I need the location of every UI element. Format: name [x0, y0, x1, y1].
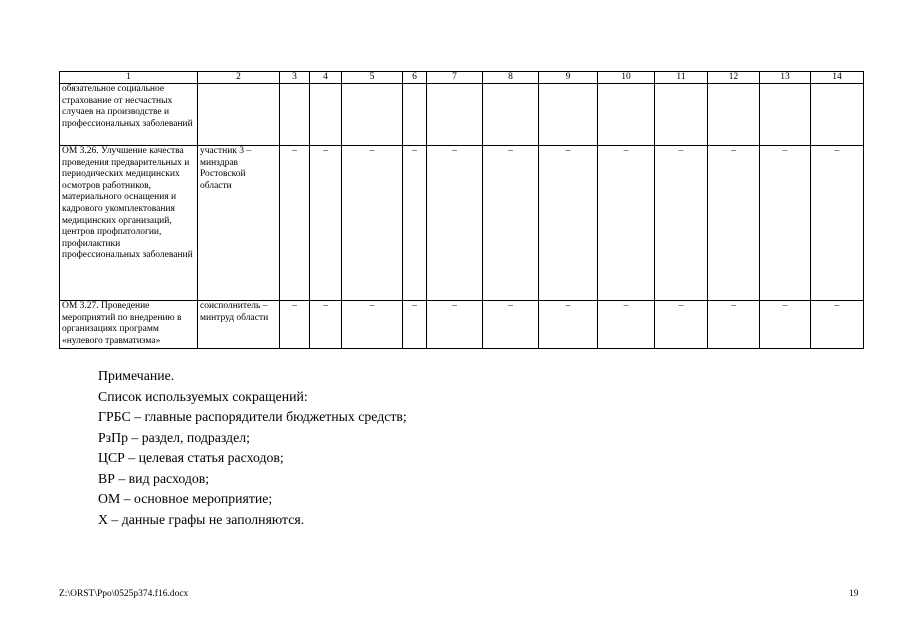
row-description: обязательное социальное страхование от несчастных случаев на производстве и профессиональных заболеваний [60, 84, 198, 146]
column-header: 1 [60, 72, 198, 84]
row-participant: участник 3 – минздрав Ростовской области [198, 146, 280, 301]
table-cell: – [539, 146, 598, 301]
table-cell: – [598, 301, 655, 349]
row-description: ОМ 3.26. Улучшение качества проведения предварительных и периодических медицинских осмотров работников, материального оснащения и кадрового укомплектования медицинских организаций, центров профпатологии, профилактики профессиональных заболеваний [60, 146, 198, 301]
table-cell: – [310, 301, 342, 349]
column-header: 2 [198, 72, 280, 84]
column-header: 4 [310, 72, 342, 84]
table-cell [598, 84, 655, 146]
abbreviation-item: Х – данные графы не заполняются. [98, 511, 305, 527]
table-cell: – [483, 146, 539, 301]
column-header: 13 [760, 72, 811, 84]
abbreviations-title: Список используемых сокращений: [98, 388, 308, 404]
table-cell: – [427, 301, 483, 349]
table-cell: – [760, 301, 811, 349]
table-cell [427, 84, 483, 146]
table-cell: – [310, 146, 342, 301]
data-table [59, 71, 864, 349]
column-header: 7 [427, 72, 483, 84]
table-cell [811, 84, 864, 146]
note-heading: Примечание. [98, 368, 175, 383]
column-header: 11 [655, 72, 708, 84]
abbreviation-item: ВР – вид расходов; [98, 470, 210, 486]
column-header: 10 [598, 72, 655, 84]
table-cell [483, 84, 539, 146]
header-row [60, 72, 864, 84]
row-description: ОМ 3.27. Проведение мероприятий по внедрению в организациях программ «нулевого травматизма» [60, 301, 198, 349]
table-cell [342, 84, 403, 146]
row-participant [198, 84, 280, 146]
file-path: Z:\ORST\Ppo\0525p374.f16.docx [59, 589, 189, 599]
table-cell: – [811, 146, 864, 301]
abbreviation-item: ЦСР – целевая статья расходов; [98, 450, 284, 465]
table-cell: – [655, 301, 708, 349]
table-cell [403, 84, 427, 146]
table-cell [708, 84, 760, 146]
table-cell: – [655, 146, 708, 301]
table-cell: – [483, 301, 539, 349]
column-header: 6 [403, 72, 427, 84]
column-header: 3 [280, 72, 310, 84]
column-header: 14 [811, 72, 864, 84]
table-cell [760, 84, 811, 146]
column-header: 5 [342, 72, 403, 84]
table-cell: – [708, 146, 760, 301]
table-row [60, 84, 864, 146]
column-header: 12 [708, 72, 760, 84]
table-cell: – [598, 146, 655, 301]
table-cell: – [342, 146, 403, 301]
table-cell: – [280, 301, 310, 349]
table-cell: – [811, 301, 864, 349]
table-cell: – [403, 146, 427, 301]
table-row [60, 301, 864, 349]
table-cell: – [403, 301, 427, 349]
table-cell: – [708, 301, 760, 349]
table-cell: – [427, 146, 483, 301]
table-cell [655, 84, 708, 146]
row-participant: соисполнитель – минтруд области [198, 301, 280, 349]
table-cell: – [760, 146, 811, 301]
page-number: 19 [849, 589, 859, 599]
abbreviation-item: ГРБС – главные распорядители бюджетных средств; [98, 409, 407, 424]
table-cell [310, 84, 342, 146]
abbreviation-item: РзПр – раздел, подраздел; [98, 429, 250, 445]
column-header: 9 [539, 72, 598, 84]
notes-section [98, 366, 407, 530]
column-header: 8 [483, 72, 539, 84]
table-cell [280, 84, 310, 146]
table-cell: – [539, 301, 598, 349]
abbreviation-item: ОМ – основное мероприятие; [98, 491, 273, 506]
table-cell [539, 84, 598, 146]
table-row [60, 146, 864, 301]
table-cell: – [342, 301, 403, 349]
table-cell: – [280, 146, 310, 301]
